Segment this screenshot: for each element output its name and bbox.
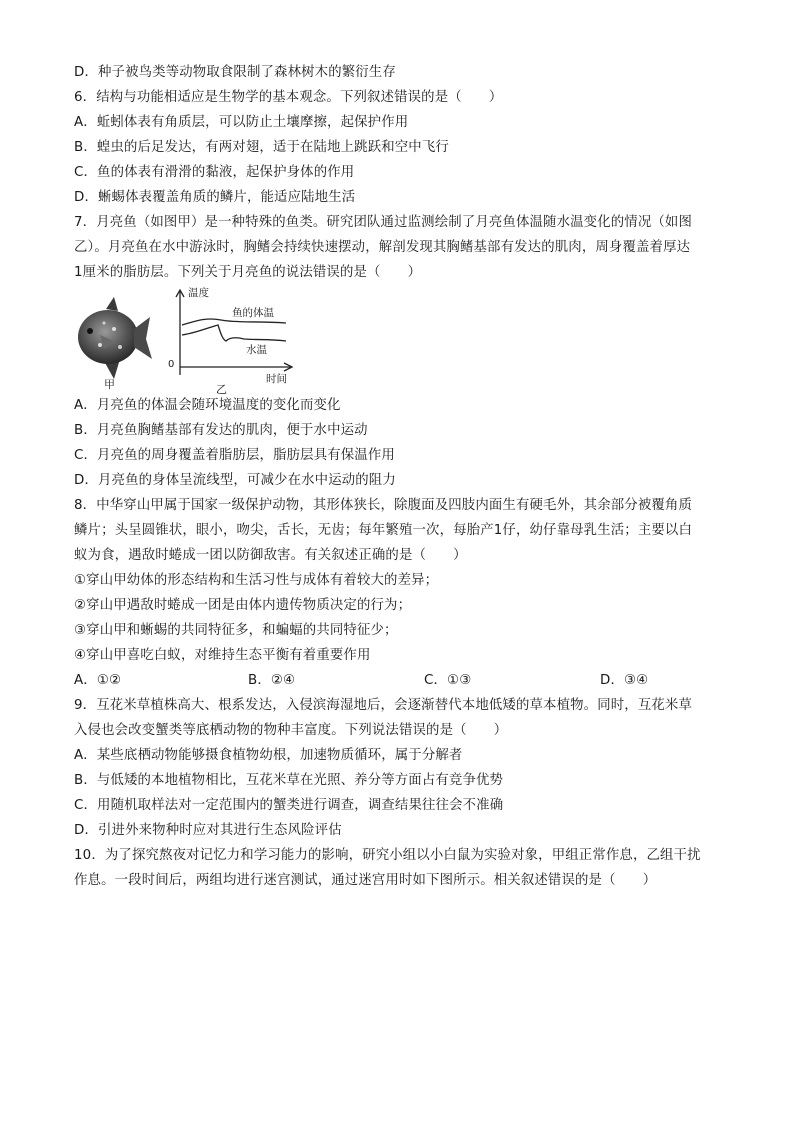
fish-temp-line-label: 鱼的体温 bbox=[232, 307, 274, 319]
question-6-option-b: B．蝗虫的后足发达，有两对翅，适于在陆地上跳跃和空中飞行 bbox=[74, 140, 449, 155]
question-9-stem-line-2: 入侵也会改变蟹类等底栖动物的物种丰富度。下列说法错误的是（ ） bbox=[74, 723, 508, 738]
question-8-option-b: B．②④ bbox=[248, 673, 296, 688]
question-9-option-a: A．某些底栖动物能够摄食植物幼根，加速物质循环，属于分解者 bbox=[74, 748, 463, 763]
moonfish-image bbox=[74, 295, 154, 390]
question-8-option-a: A．①② bbox=[74, 673, 122, 688]
question-7-option-b: B．月亮鱼胸鳍基部有发达的肌肉，便于水中运动 bbox=[74, 423, 368, 438]
question-8-option-c: C．①③ bbox=[424, 673, 472, 688]
block-bottom bbox=[74, 693, 724, 893]
question-7-figure bbox=[74, 287, 724, 396]
text-line: D．种子被鸟类等动物取食限制了森林树木的繁衍生存 bbox=[74, 65, 396, 80]
document-page bbox=[74, 60, 724, 893]
question-7-stem-line-2: 乙）。月亮鱼在水中游泳时，胸鳍会持续快速摆动，解剖发现其胸鳍基部有发达的肌肉，周身覆盖着厚达 bbox=[74, 240, 691, 255]
question-8-option-d: D．③④ bbox=[600, 673, 649, 688]
origin-label: 0 bbox=[168, 359, 175, 370]
question-8-stem-line-3: 蚁为食，遇敌时蜷成一团以防御敌害。有关叙述正确的是（ ） bbox=[74, 548, 467, 563]
question-10-stem-line-2: 作息。一段时间后，两组均进行迷宫测试，通过迷宫用时如下图所示。相关叙述错误的是（ ） bbox=[74, 873, 657, 888]
question-9-option-b: B．与低矮的本地植物相比，互花米草在光照、养分等方面占有竞争优势 bbox=[74, 773, 504, 788]
figure-label-a: 甲 bbox=[104, 378, 115, 391]
question-9-option-c: C．用随机取样法对一定范围内的蟹类进行调查，调查结果往往会不准确 bbox=[74, 798, 504, 813]
question-8-stem-line-1: 8．中华穿山甲属于国家一级保护动物，其形体狭长，除腹面及四肢内面生有硬毛外，其余部分被覆角质 bbox=[74, 498, 692, 513]
question-9-option-d: D．引进外来物种时应对其进行生态风险评估 bbox=[74, 823, 342, 838]
x-axis-label: 时间 bbox=[266, 373, 287, 385]
y-axis-label: 温度 bbox=[188, 287, 209, 299]
temperature-graph bbox=[166, 287, 386, 396]
question-7-option-d: D．月亮鱼的身体呈流线型，可减少在水中运动的阻力 bbox=[74, 473, 396, 488]
question-6-stem: 6．结构与功能相适应是生物学的基本观念。下列叙述错误的是（ ） bbox=[74, 90, 503, 105]
question-8-options bbox=[74, 668, 724, 693]
water-temp-line-label: 水温 bbox=[246, 344, 267, 356]
figure-label-b: 乙 bbox=[216, 383, 227, 396]
question-6-option-d: D．蜥蜴体表覆盖角质的鳞片，能适应陆地生活 bbox=[74, 190, 356, 205]
question-7-option-c: C．月亮鱼的周身覆盖着脂肪层，脂肪层具有保温作用 bbox=[74, 448, 395, 463]
question-10-stem-line-1: 10．为了探究熬夜对记忆力和学习能力的影响，研究小组以小白鼠为实验对象，甲组正常作息，乙组干扰 bbox=[74, 848, 701, 863]
question-9-stem-line-1: 9．互花米草植株高大、根系发达，入侵滨海湿地后，会逐渐替代本地低矮的草本植物。同时，互花米草 bbox=[74, 698, 692, 713]
question-8-statement-2: ②穿山甲遇敌时蜷成一团是由体内遗传物质决定的行为； bbox=[74, 598, 412, 613]
question-8-stem-line-2: 鳞片；头呈圆锥状，眼小，吻尖，舌长，无齿；每年繁殖一次，每胎产1仔，幼仔靠母乳生活；主要以白 bbox=[74, 523, 692, 538]
question-6-option-a: A．蚯蚓体表有角质层，可以防止土壤摩擦，起保护作用 bbox=[74, 115, 409, 130]
question-7-option-a: A．月亮鱼的体温会随环境温度的变化而变化 bbox=[74, 398, 341, 413]
block-top bbox=[74, 60, 724, 285]
block-mid bbox=[74, 393, 724, 668]
question-6-option-c: C．鱼的体表有滑滑的黏液，起保护身体的作用 bbox=[74, 165, 355, 180]
question-8-statement-4: ④穿山甲喜吃白蚁，对维持生态平衡有着重要作用 bbox=[74, 648, 371, 663]
question-7-stem-line-1: 7．月亮鱼（如图甲）是一种特殊的鱼类。研究团队通过监测绘制了月亮鱼体温随水温变化的情况（如图 bbox=[74, 215, 692, 230]
question-7-stem-line-3: 1厘米的脂肪层。下列关于月亮鱼的说法错误的是（ ） bbox=[74, 265, 422, 280]
question-8-statement-1: ①穿山甲幼体的形态结构和生活习性与成体有着较大的差异； bbox=[74, 573, 439, 588]
question-8-statement-3: ③穿山甲和蜥蜴的共同特征多，和蝙蝠的共同特征少； bbox=[74, 623, 398, 638]
